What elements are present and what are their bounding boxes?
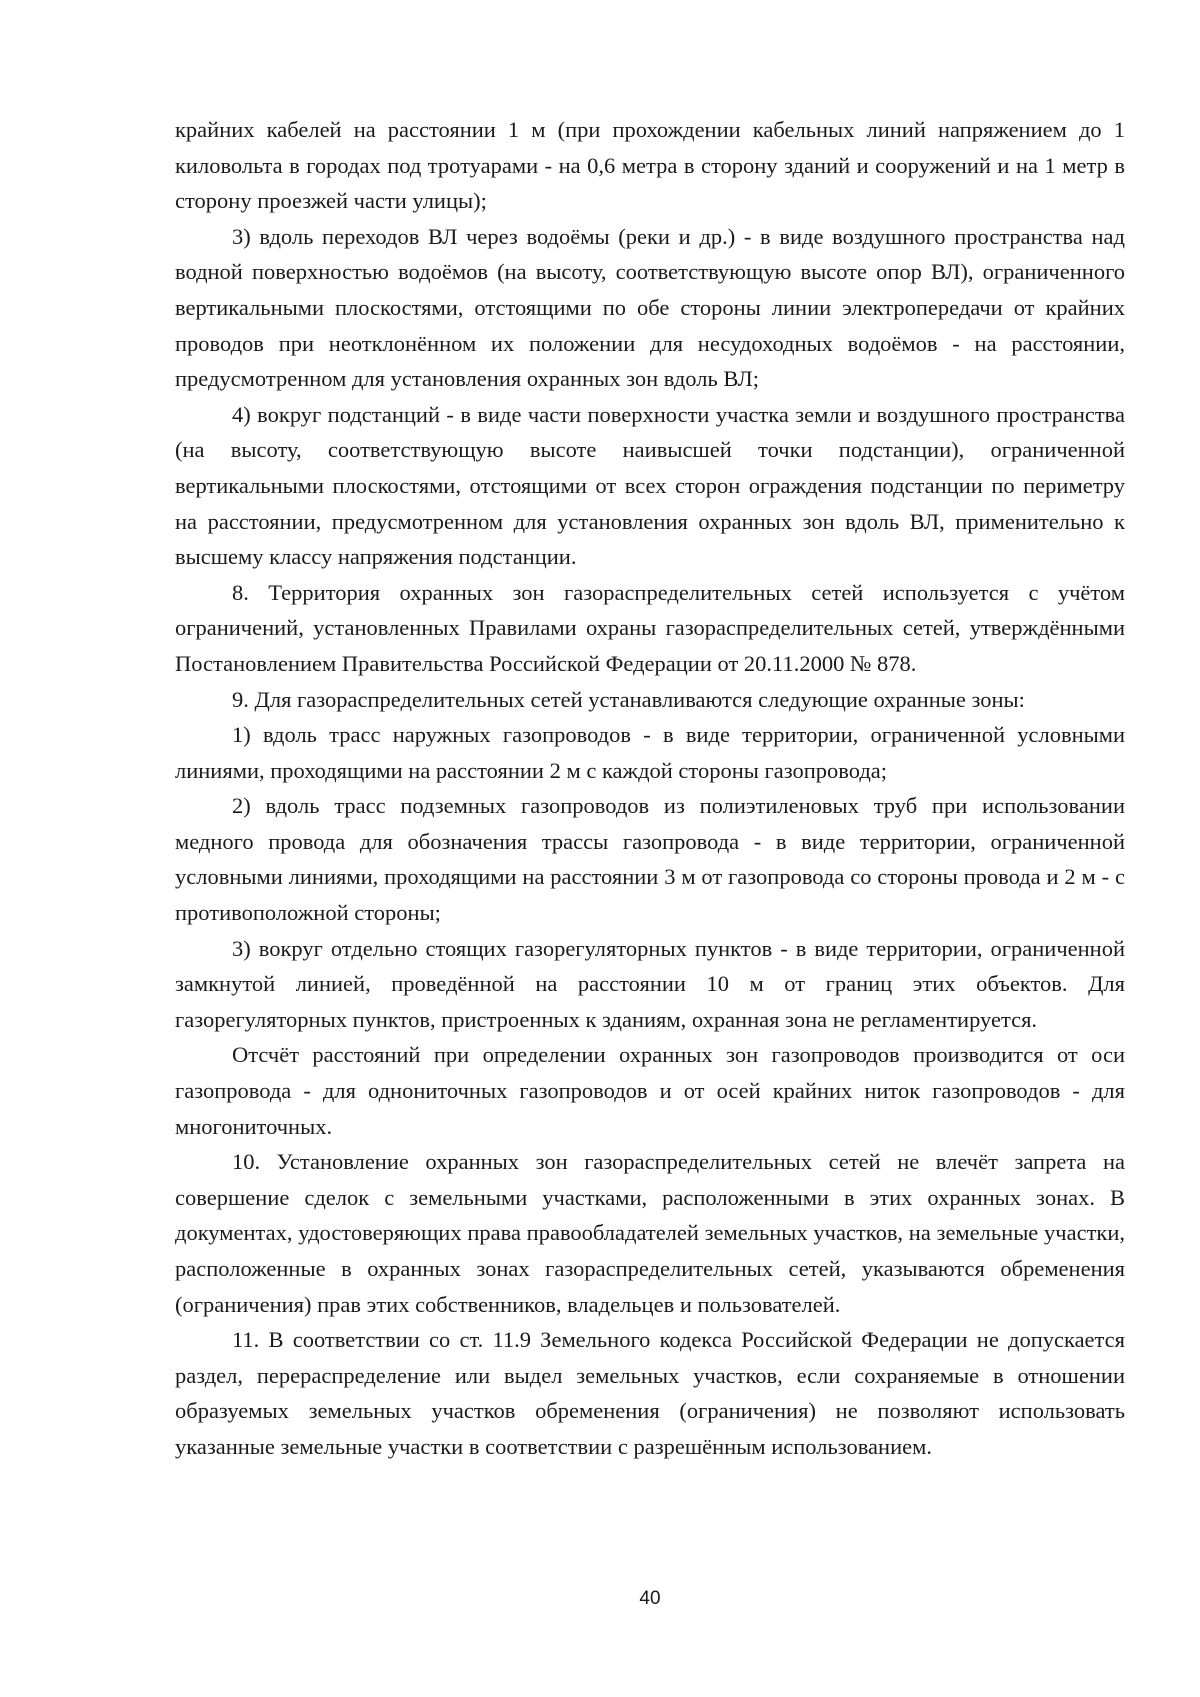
- paragraph: 1) вдоль трасс наружных газопроводов - в виде территории, ограниченной условными линиями, проходящими на расстоянии 2 м с каждой стороны газопровода;: [175, 722, 1125, 783]
- paragraph: 10. Установление охранных зон газораспределительных сетей не влечёт запрета на совершение сделок с земельными участками, расположенными в этих охранных зонах. В документах, удостоверяющих права правообладателей земельных участков, на земельные участки, расположенные в охранных зонах газораспределительных сетей, указываются обременения (ограничения) прав этих собственников, владельцев и пользователей.: [175, 1149, 1125, 1317]
- document-body: [175, 112, 1125, 1465]
- paragraph: Отсчёт расстояний при определении охранных зон газопроводов производится от оси газопровода - для однониточных газопроводов и от осей крайних ниток газопроводов - для многониточных.: [175, 1042, 1125, 1139]
- paragraph: 9. Для газораспределительных сетей устанавливаются следующие охранные зоны:: [232, 686, 1025, 712]
- paragraph: 3) вокруг отдельно стоящих газорегуляторных пунктов - в виде территории, ограниченной замкнутой линией, проведённой на расстоянии 10 м от границ этих объектов. Для газорегуляторных пунктов, пристроенных к зданиям, охранная зона не регламентируется.: [175, 935, 1125, 1032]
- paragraph: 11. В соответствии со ст. 11.9 Земельного кодекса Российской Федерации не допускается раздел, перераспределение или выдел земельных участков, если сохраняемые в отношении образуемых земельных участков обременения (ограничения) не позволяют использовать указанные земельные участки в соответствии с разрешённым использованием.: [175, 1327, 1125, 1459]
- paragraph: 8. Территория охранных зон газораспределительных сетей используется с учётом ограничений, установленных Правилами охраны газораспределительных сетей, утверждёнными Постановлением Правительства Российской Федерации от 20.11.2000 № 878.: [175, 579, 1125, 676]
- paragraph: крайних кабелей на расстоянии 1 м (при прохождении кабельных линий напряжением до 1 киловольта в городах под тротуарами - на 0,6 метра в сторону зданий и сооружений и на 1 метр в сторону проезжей части улицы);: [175, 117, 1125, 214]
- page-number: 40: [639, 1588, 661, 1609]
- paragraph: 2) вдоль трасс подземных газопроводов из полиэтиленовых труб при использовании медного провода для обозначения трассы газопровода - в виде территории, ограниченной условными линиями, проходящими на расстоянии 3 м от газопровода со стороны провода и 2 м - с противоположной стороны;: [175, 793, 1125, 926]
- paragraph: 3) вдоль переходов ВЛ через водоёмы (реки и др.) - в виде воздушного пространства над водной поверхностью водоёмов (на высоту, соответствующую высоте опор ВЛ), ограниченного вертикальными плоскостями, отстоящими по обе стороны линии электропередачи от крайних проводов при неотклонённом их положении для несудоходных водоёмов - на расстоянии, предусмотренном для установления охранных зон вдоль ВЛ;: [175, 223, 1125, 392]
- paragraph: 4) вокруг подстанций - в виде части поверхности участка земли и воздушного пространства (на высоту, соответствующую высоте наивысшей точки подстанции), ограниченной вертикальными плоскостями, отстоящими от всех сторон ограждения подстанции по периметру на расстоянии, предусмотренном для установления охранных зон вдоль ВЛ, применительно к высшему классу напряжения подстанции.: [175, 401, 1125, 570]
